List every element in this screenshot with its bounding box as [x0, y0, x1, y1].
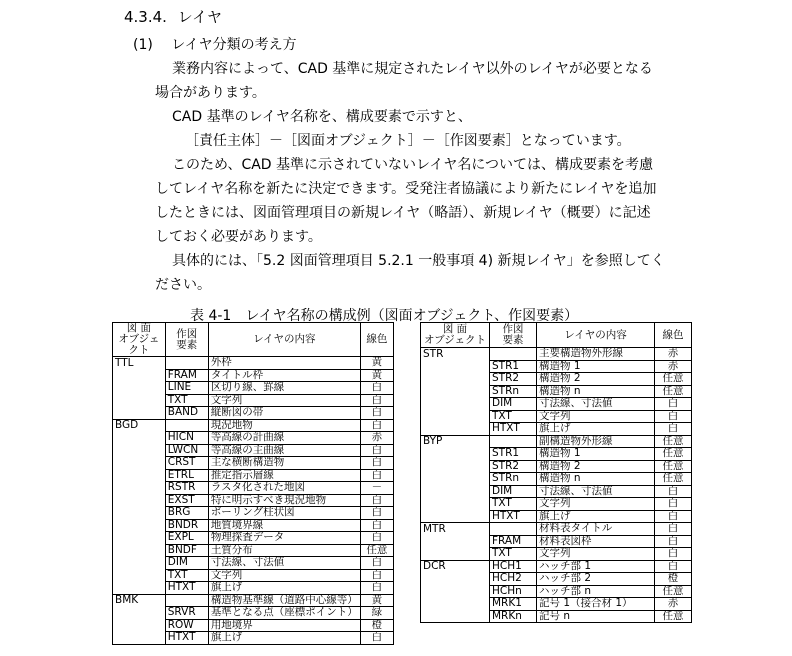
color-cell: 橙	[360, 619, 393, 632]
element-cell: HTXT	[165, 632, 208, 645]
object-cell	[113, 444, 166, 457]
color-cell: 白	[655, 523, 692, 536]
content-cell: 構造物 2	[537, 373, 655, 386]
layer-table-left	[112, 322, 394, 645]
color-cell: 白	[360, 519, 393, 532]
object-cell	[113, 507, 166, 520]
body-line: 具体的には、「5.2 図面管理項目 5.2.1 一般事項 4) 新規レイヤ」を参照してく	[172, 253, 665, 269]
table-row	[113, 469, 394, 482]
content-cell: 土質分布	[208, 544, 360, 557]
color-cell: 緑	[360, 607, 393, 620]
color-cell: 黄	[360, 369, 393, 382]
object-cell	[421, 585, 490, 598]
table-row	[421, 523, 692, 536]
table-row	[113, 519, 394, 532]
content-cell: 旗上げ	[208, 632, 360, 645]
content-cell: 構造物 n	[537, 473, 655, 486]
color-cell: 白	[360, 557, 393, 570]
body-line: したときには、図面管理項目の新規レイヤ（略語）、新規レイヤ（概要）に記述	[155, 205, 651, 221]
element-cell: STR2	[490, 460, 537, 473]
body-line: このため、CAD 基準に示されていないレイヤ名については、構成要素を考慮	[172, 157, 654, 173]
object-cell	[113, 519, 166, 532]
object-cell	[113, 369, 166, 382]
element-cell: DIM	[490, 398, 537, 411]
object-cell	[421, 535, 490, 548]
table-row	[421, 485, 692, 498]
header-content: レイヤの内容	[208, 323, 360, 357]
element-cell: HTXT	[490, 510, 537, 523]
object-cell	[421, 548, 490, 561]
color-cell: 白	[360, 419, 393, 432]
element-cell: HCH2	[490, 573, 537, 586]
table-row	[421, 498, 692, 511]
header-color: 線色	[655, 323, 692, 348]
table-row	[113, 482, 394, 495]
table-row	[421, 510, 692, 523]
object-cell	[113, 557, 166, 570]
content-cell: 寸法線、寸法値	[208, 557, 360, 570]
color-cell: 白	[360, 569, 393, 582]
element-cell: TXT	[165, 569, 208, 582]
color-cell: 白	[360, 469, 393, 482]
content-cell: 文字列	[208, 569, 360, 582]
table-caption: 表 4-1 レイヤ名称の構成例（図面オブジェクト、作図要素）	[190, 308, 579, 324]
color-cell: 白	[655, 423, 692, 436]
table-row	[421, 598, 692, 611]
element-cell: ETRL	[165, 469, 208, 482]
element-cell: STRn	[490, 385, 537, 398]
subsection-title: レイヤ分類の考え方	[171, 37, 297, 53]
element-cell: RSTR	[165, 482, 208, 495]
content-cell: ハッチ部 n	[537, 585, 655, 598]
content-cell: 等高線の計曲線	[208, 432, 360, 445]
element-cell: ROW	[165, 619, 208, 632]
content-cell: 寸法線、寸法値	[537, 398, 655, 411]
content-cell: 主要構造物外形線	[537, 348, 655, 361]
body-line: しておく必要があります。	[155, 229, 322, 245]
element-cell: DIM	[165, 557, 208, 570]
color-cell: 赤	[655, 348, 692, 361]
table-row	[113, 369, 394, 382]
object-cell	[421, 473, 490, 486]
element-cell: MRK1	[490, 598, 537, 611]
element-cell	[165, 357, 208, 370]
element-cell: MRKn	[490, 610, 537, 623]
table-row	[421, 423, 692, 436]
content-cell: 構造物基準線（道路中心線等）	[208, 594, 360, 607]
element-cell: CRST	[165, 457, 208, 470]
content-cell: 記号 1（接合材 1）	[537, 598, 655, 611]
object-cell	[421, 498, 490, 511]
element-cell: BNDF	[165, 544, 208, 557]
section-title: レイヤ	[177, 8, 222, 26]
object-cell	[421, 360, 490, 373]
color-cell: 任意	[655, 385, 692, 398]
color-cell: －	[360, 482, 393, 495]
color-cell: 黄	[360, 594, 393, 607]
element-cell	[165, 419, 208, 432]
content-cell: 文字列	[537, 548, 655, 561]
content-cell: 構造物 1	[537, 360, 655, 373]
element-cell: EXST	[165, 494, 208, 507]
color-cell: 任意	[655, 585, 692, 598]
object-cell: MTR	[421, 523, 490, 536]
object-cell	[421, 423, 490, 436]
content-cell: 主な横断構造物	[208, 457, 360, 470]
object-cell	[421, 373, 490, 386]
body-line: CAD 基準のレイヤ名称を、構成要素で示すと、	[172, 109, 472, 125]
table-row	[113, 457, 394, 470]
color-cell: 任意	[655, 435, 692, 448]
element-cell: SRVR	[165, 607, 208, 620]
table-row	[421, 348, 692, 361]
element-cell	[490, 523, 537, 536]
color-cell: 白	[655, 510, 692, 523]
color-cell: 白	[360, 582, 393, 595]
element-cell: LWCN	[165, 444, 208, 457]
object-cell: BGD	[113, 419, 166, 432]
content-cell: 旗上げ	[537, 423, 655, 436]
table-row	[421, 535, 692, 548]
content-cell: 文字列	[537, 498, 655, 511]
element-cell: TXT	[490, 498, 537, 511]
content-cell: 構造物 n	[537, 385, 655, 398]
color-cell: 白	[360, 407, 393, 420]
element-cell: STR2	[490, 373, 537, 386]
color-cell: 任意	[655, 460, 692, 473]
object-cell: STR	[421, 348, 490, 361]
table-row	[421, 548, 692, 561]
object-cell	[113, 407, 166, 420]
color-cell: 白	[360, 507, 393, 520]
table-header-row	[421, 323, 692, 348]
color-cell: 任意	[655, 448, 692, 461]
object-cell: TTL	[113, 357, 166, 370]
content-cell: 寸法線、寸法値	[537, 485, 655, 498]
content-cell: 現況地物	[208, 419, 360, 432]
object-cell: BYP	[421, 435, 490, 448]
element-cell: LINE	[165, 382, 208, 395]
content-cell: ラスタ化された地図	[208, 482, 360, 495]
content-cell: 特に明示すべき現況地物	[208, 494, 360, 507]
content-cell: 副構造物外形線	[537, 435, 655, 448]
content-cell: 材料表タイトル	[537, 523, 655, 536]
subsection-number: (1)	[133, 37, 153, 53]
content-cell: 記号 n	[537, 610, 655, 623]
object-cell	[113, 469, 166, 482]
table-row	[113, 544, 394, 557]
table-row	[113, 569, 394, 582]
object-cell	[113, 482, 166, 495]
element-cell: BNDR	[165, 519, 208, 532]
color-cell: 白	[360, 382, 393, 395]
table-row	[421, 373, 692, 386]
color-cell: 白	[655, 535, 692, 548]
content-cell: 縦断図の帯	[208, 407, 360, 420]
header-color: 線色	[360, 323, 393, 357]
table-row	[113, 407, 394, 420]
table-row	[421, 560, 692, 573]
content-cell: 構造物 1	[537, 448, 655, 461]
color-cell: 任意	[655, 473, 692, 486]
body-line: 業務内容によって、CAD 基準に規定されたレイヤ以外のレイヤが必要となる	[172, 61, 653, 77]
content-cell: 文字列	[537, 410, 655, 423]
header-object: 図 面 オブジェクト	[421, 323, 490, 348]
element-cell: HTXT	[490, 423, 537, 436]
object-cell	[421, 385, 490, 398]
content-cell: ボーリング柱状図	[208, 507, 360, 520]
header-element: 作図 要素	[490, 323, 537, 348]
element-cell: STRn	[490, 473, 537, 486]
table-row	[113, 619, 394, 632]
table-row	[113, 607, 394, 620]
table-row	[113, 419, 394, 432]
object-cell: BMK	[113, 594, 166, 607]
content-cell: 等高線の主曲線	[208, 444, 360, 457]
element-cell: FRAM	[490, 535, 537, 548]
color-cell: 白	[655, 398, 692, 411]
object-cell	[113, 607, 166, 620]
body-line: ［責任主体］－［図面オブジェクト］－［作図要素］となっています。	[185, 133, 631, 149]
table-row	[421, 573, 692, 586]
layer-table-right	[420, 322, 692, 623]
object-cell	[113, 632, 166, 645]
content-cell: 推定指示層線	[208, 469, 360, 482]
element-cell: STR1	[490, 448, 537, 461]
color-cell: 任意	[360, 544, 393, 557]
element-cell: BAND	[165, 407, 208, 420]
object-cell	[113, 394, 166, 407]
table-row	[113, 357, 394, 370]
object-cell	[113, 544, 166, 557]
color-cell: 任意	[655, 610, 692, 623]
object-cell	[421, 610, 490, 623]
header-object: 図 面 オブジェクト	[113, 323, 166, 357]
color-cell: 白	[655, 410, 692, 423]
color-cell: 白	[655, 548, 692, 561]
content-cell: 構造物 2	[537, 460, 655, 473]
object-cell	[421, 448, 490, 461]
color-cell: 白	[360, 632, 393, 645]
table-row	[113, 557, 394, 570]
object-cell	[113, 582, 166, 595]
element-cell: HTXT	[165, 582, 208, 595]
color-cell: 赤	[655, 360, 692, 373]
color-cell: 白	[360, 394, 393, 407]
element-cell: TXT	[490, 410, 537, 423]
content-cell: 外枠	[208, 357, 360, 370]
object-cell: DCR	[421, 560, 490, 573]
object-cell	[421, 485, 490, 498]
table-row	[113, 444, 394, 457]
color-cell: 赤	[655, 598, 692, 611]
element-cell: HICN	[165, 432, 208, 445]
element-cell: DIM	[490, 485, 537, 498]
table-row	[421, 460, 692, 473]
object-cell	[421, 460, 490, 473]
body-line: 場合があります。	[155, 85, 266, 101]
color-cell: 橙	[655, 573, 692, 586]
table-row	[113, 582, 394, 595]
table-header-row	[113, 323, 394, 357]
element-cell: STR1	[490, 360, 537, 373]
table-row	[421, 398, 692, 411]
color-cell: 赤	[360, 432, 393, 445]
object-cell	[113, 494, 166, 507]
table-row	[421, 585, 692, 598]
content-cell: 文字列	[208, 394, 360, 407]
body-line: ださい。	[155, 277, 211, 293]
object-cell	[113, 382, 166, 395]
content-cell: 旗上げ	[208, 582, 360, 595]
header-element: 作図 要素	[165, 323, 208, 357]
element-cell: EXPL	[165, 532, 208, 545]
table-row	[421, 385, 692, 398]
element-cell	[165, 594, 208, 607]
table-row	[113, 532, 394, 545]
content-cell: 地質境界線	[208, 519, 360, 532]
content-cell: ハッチ部 1	[537, 560, 655, 573]
body-line: してレイヤ名称を新たに決定できます。受発注者協議により新たにレイヤを追加	[155, 181, 657, 197]
content-cell: 基準となる点（座標ポイント）	[208, 607, 360, 620]
table-row	[113, 394, 394, 407]
content-cell: ハッチ部 2	[537, 573, 655, 586]
color-cell: 白	[655, 485, 692, 498]
object-cell	[113, 457, 166, 470]
object-cell	[113, 619, 166, 632]
object-cell	[421, 410, 490, 423]
object-cell	[421, 398, 490, 411]
object-cell	[113, 569, 166, 582]
object-cell	[113, 532, 166, 545]
section-heading	[124, 8, 222, 26]
content-cell: 区切り線、罫線	[208, 382, 360, 395]
color-cell: 任意	[655, 373, 692, 386]
table-row	[113, 432, 394, 445]
content-cell: 旗上げ	[537, 510, 655, 523]
table-row	[421, 448, 692, 461]
element-cell: HCHn	[490, 585, 537, 598]
content-cell: 材料表図枠	[537, 535, 655, 548]
table-row	[113, 594, 394, 607]
color-cell: 白	[360, 444, 393, 457]
object-cell	[421, 510, 490, 523]
table-row	[113, 382, 394, 395]
table-row	[113, 632, 394, 645]
object-cell	[421, 598, 490, 611]
color-cell: 白	[360, 494, 393, 507]
element-cell: TXT	[165, 394, 208, 407]
table-row	[113, 494, 394, 507]
table-row	[421, 360, 692, 373]
table-row	[421, 473, 692, 486]
element-cell	[490, 435, 537, 448]
color-cell: 白	[655, 498, 692, 511]
content-cell: タイトル枠	[208, 369, 360, 382]
element-cell: FRAM	[165, 369, 208, 382]
section-number: 4.3.4.	[124, 8, 167, 26]
element-cell: BRG	[165, 507, 208, 520]
table-row	[421, 435, 692, 448]
color-cell: 白	[360, 457, 393, 470]
element-cell	[490, 348, 537, 361]
element-cell: HCH1	[490, 560, 537, 573]
color-cell: 白	[360, 532, 393, 545]
table-row	[421, 610, 692, 623]
table-row	[421, 410, 692, 423]
subsection-heading	[133, 36, 297, 54]
content-cell: 物理探査データ	[208, 532, 360, 545]
object-cell	[113, 432, 166, 445]
table-row	[113, 507, 394, 520]
object-cell	[421, 573, 490, 586]
content-cell: 用地境界	[208, 619, 360, 632]
element-cell: TXT	[490, 548, 537, 561]
header-content: レイヤの内容	[537, 323, 655, 348]
color-cell: 黄	[360, 357, 393, 370]
color-cell: 白	[655, 560, 692, 573]
